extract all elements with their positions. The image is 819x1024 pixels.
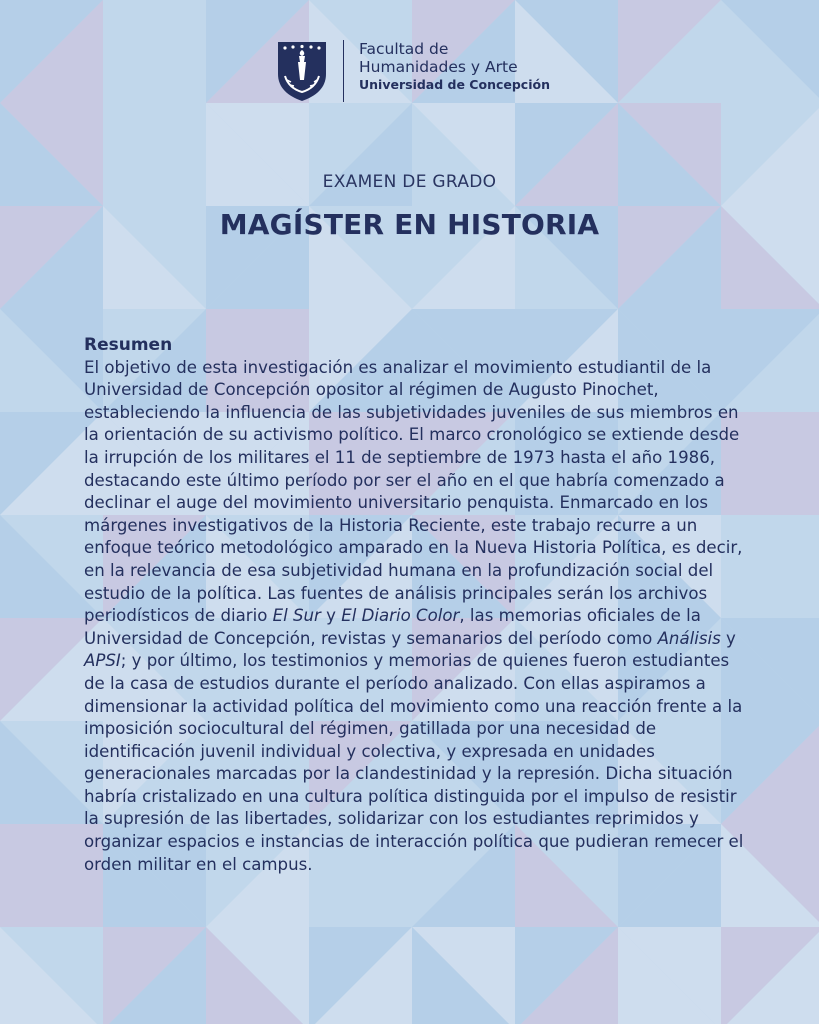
abstract-body xyxy=(84,357,744,877)
abstract-text: y xyxy=(320,606,342,626)
abstract-text: , las memorias oficiales de la Universidad de Concepción, revistas y semanarios del período como xyxy=(84,606,701,648)
abstract-source-title: El Sur xyxy=(272,606,321,626)
abstract-source-title: Análisis xyxy=(657,628,721,648)
university-name: Universidad de Concepción xyxy=(359,77,550,92)
header-divider xyxy=(343,40,344,102)
exam-label: EXAMEN DE GRADO xyxy=(322,172,497,192)
program-title: MAGÍSTER EN HISTORIA xyxy=(219,208,600,241)
university-crest-icon xyxy=(276,40,328,102)
abstract-source-title: El Diario Color xyxy=(341,606,460,626)
faculty-line-2: Humanidades y Arte xyxy=(359,58,518,76)
header xyxy=(0,38,819,108)
abstract-text: El objetivo de esta investigación es analizar el movimiento estudiantil de la Universidad de Concepción opositor al régimen de Augusto Pinochet, estableciendo la influencia de las subjetividades juveniles de sus miembros en la orientación de su activismo político. El marco cronológico se extiende desde la irrupción de los militares el 11 de septiembre de 1973 hasta el año 1986, destacando este último período por ser el año en el que habría comenzado a declinar el auge del movimiento universitario penquista. Enmarcado en los márgenes investigativos de la Historia Reciente, este trabajo recurre a un enfoque teórico metodológico amparado en la Nueva Historia Política, es decir, en la relevancia de esa subjetividad humana en la profundización social del estudio de la política. Las fuentes de análisis principales serán los archivos periodísticos de diario xyxy=(84,357,743,626)
abstract-text: ; y por último, los testimonios y memorias de quienes fueron estudiantes de la casa de estudios durante el período analizado. Con ellas aspiramos a dimensionar la actividad política del movimiento como una reacción frente a la imposición sociocultural del régimen, gatillada por una necesidad de identificación juvenil individual y colectiva, y expresada en unidades generacionales marcadas por la clandestinidad y la represión. Dicha situación habría cristalizado en una cultura política distinguida por el impulso de resistir la supresión de las libertades, solidarizar con los estudiantes reprimidos y organizar espacios e instancias de interacción política que pudieran remecer el orden militar en el campus. xyxy=(84,651,744,874)
faculty-line-1: Facultad de xyxy=(359,40,449,58)
faculty-name xyxy=(359,40,619,94)
abstract-heading: Resumen xyxy=(84,335,173,355)
abstract-text: y xyxy=(720,628,736,648)
abstract xyxy=(84,334,744,876)
abstract-source-title: APSI xyxy=(84,651,121,671)
